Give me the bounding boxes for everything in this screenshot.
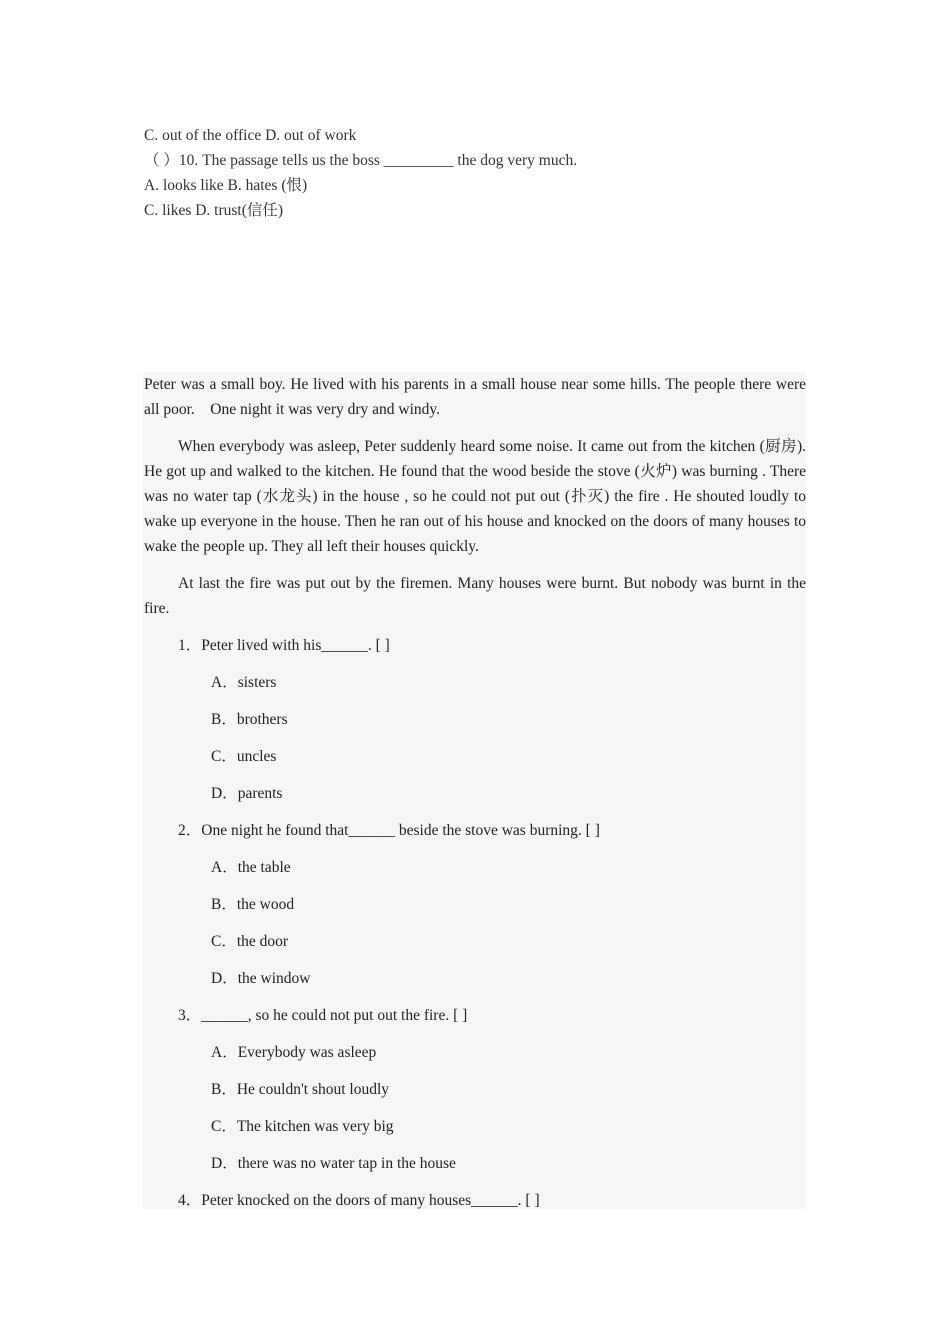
question-stem: 3．______, so he could not put out the fire. [ ] xyxy=(178,1007,468,1024)
passage-paragraph: Peter was a small boy. He lived with his parents in a small house near some hills. The people there were all poor. One night it was very dry and windy. xyxy=(144,376,806,418)
answer-option: C．the door xyxy=(211,933,289,950)
answer-option: C．The kitchen was very big xyxy=(211,1118,394,1135)
option-line: A. looks like B. hates (恨) xyxy=(144,177,308,194)
answer-option: D．there was no water tap in the house xyxy=(211,1155,456,1172)
answer-option: A．sisters xyxy=(211,674,277,691)
answer-option: D．the window xyxy=(211,970,311,987)
answer-option: B．He couldn't shout loudly xyxy=(211,1081,390,1098)
answer-option: B．the wood xyxy=(211,896,295,913)
previous-question-tail xyxy=(144,126,804,226)
question-block xyxy=(144,818,806,991)
answer-option: A．the table xyxy=(211,859,291,876)
option-line: C. out of the office D. out of work xyxy=(144,127,357,144)
question-stem: 2．One night he found that______ beside the stove was burning. [ ] xyxy=(178,822,600,839)
question-stem: 1．Peter lived with his______. [ ] xyxy=(178,637,390,654)
option-line: C. likes D. trust(信任) xyxy=(144,202,284,219)
passage-paragraph: At last the fire was put out by the firemen. Many houses were burnt. But nobody was burnt in the fire. xyxy=(144,575,806,617)
answer-option: B．brothers xyxy=(211,711,288,728)
answer-option: C．uncles xyxy=(211,748,277,765)
answer-option: D．parents xyxy=(211,785,283,802)
question-block xyxy=(144,1003,806,1176)
question-10-stem: （ ）10. The passage tells us the boss _________ the dog very much. xyxy=(144,152,578,169)
question-block xyxy=(144,633,806,806)
question-stem: 4．Peter knocked on the doors of many houses______. [ ] xyxy=(178,1192,540,1209)
answer-option: A．Everybody was asleep xyxy=(211,1044,377,1061)
reading-passage xyxy=(143,372,806,1209)
question-block xyxy=(144,1188,806,1213)
passage-paragraph: When everybody was asleep, Peter suddenly heard some noise. It came out from the kitchen (厨房). He got up and walked to the kitchen. He found that the wood beside the stove (火炉) was burning . There was no water tap (水龙头) in the house , so he could not put out (扑灭) the fire . He shouted loudly to wake up everyone in the house. Then he ran out of his house and knocked on the doors of many houses to wake the people up. They all left their houses quickly. xyxy=(144,438,806,555)
